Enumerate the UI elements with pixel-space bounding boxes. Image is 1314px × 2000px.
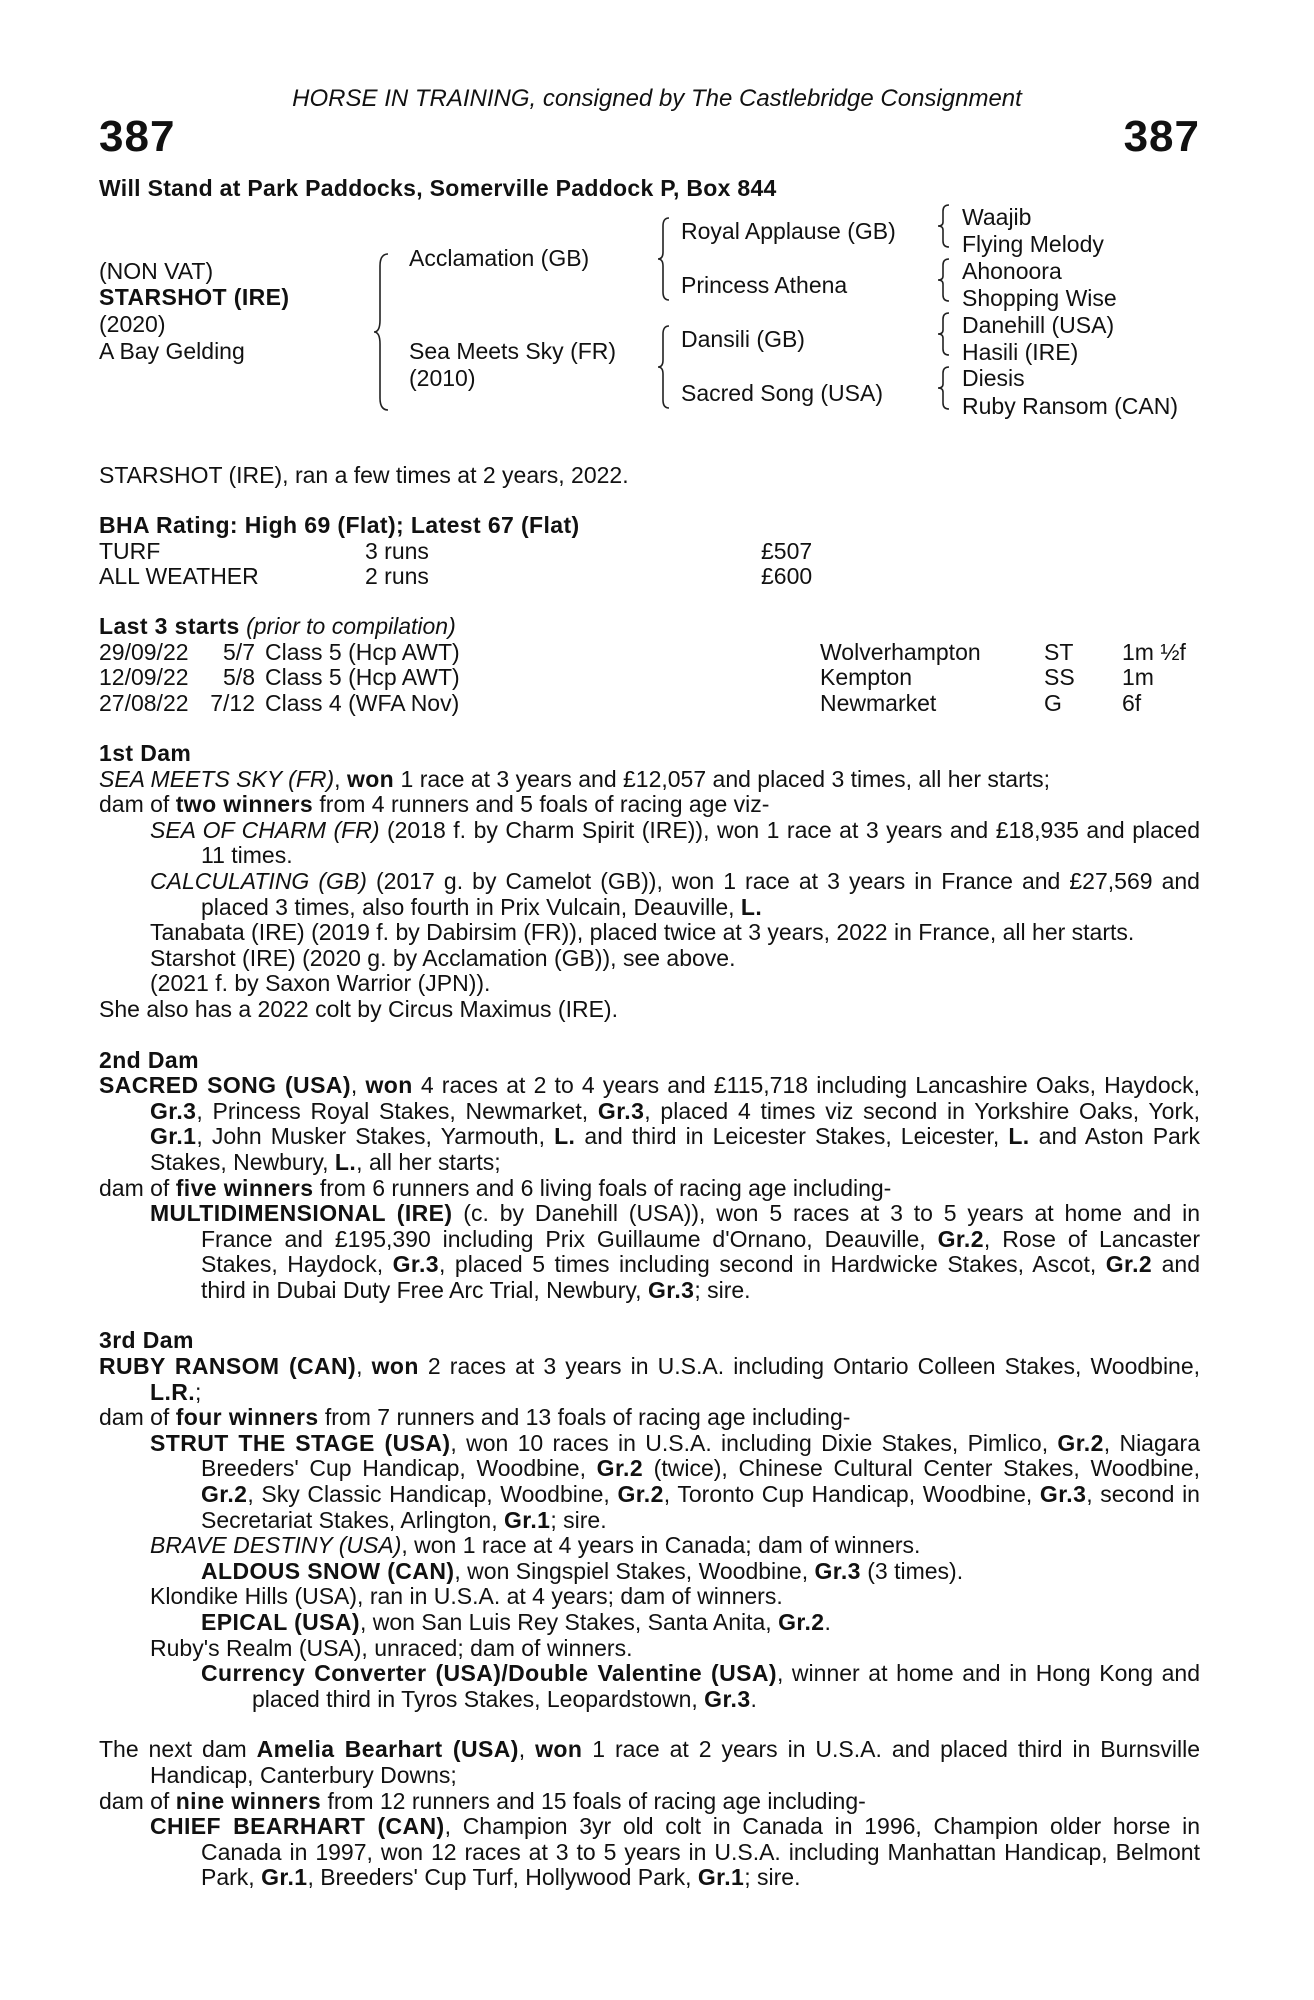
text-run: won bbox=[535, 1736, 583, 1763]
text-run: BRAVE DESTINY (USA) bbox=[150, 1532, 402, 1559]
text-run: Gr.3 bbox=[704, 1685, 751, 1712]
course: Newmarket bbox=[820, 689, 937, 716]
paragraph bbox=[99, 818, 1200, 869]
horse-description: A Bay Gelding bbox=[99, 338, 245, 364]
starts-table bbox=[99, 640, 1202, 717]
brace-icon bbox=[657, 216, 671, 302]
text-run: Klondike Hills (USA), ran in U.S.A. at 4 years; dam of winners. bbox=[150, 1583, 783, 1610]
paragraph bbox=[99, 1814, 1200, 1891]
text-run: Gr.1 bbox=[150, 1123, 197, 1150]
dam-section bbox=[99, 1328, 1200, 1712]
text-run: CHIEF BEARHART (CAN) bbox=[150, 1813, 445, 1840]
text-run: Tanabata (IRE) (2019 f. by Dabirsim (FR)), placed twice at 3 years, 2022 in France, all her starts. bbox=[150, 919, 1135, 946]
text-run: dam of bbox=[99, 1404, 176, 1431]
text-run: Gr.2 bbox=[596, 1455, 644, 1482]
course: Wolverhampton bbox=[820, 638, 981, 665]
text-run: , placed 4 times viz second in Yorkshire Oaks, York, bbox=[644, 1097, 1200, 1124]
race-class: Class 5 (Hcp AWT) bbox=[265, 638, 460, 665]
horse-name: STARSHOT (IRE) bbox=[99, 284, 290, 310]
brace-icon bbox=[937, 203, 951, 249]
text-run: (c. by Danehill (USA)), won 5 races at 3 to 5 years at home and in France and £195,390 including Prix Guillaume d'Ornano, Deauville, bbox=[201, 1200, 1200, 1252]
text-run: ; sire. bbox=[744, 1864, 801, 1891]
last-starts bbox=[99, 614, 1202, 716]
text-run: dam of bbox=[99, 1787, 176, 1814]
dam: Sea Meets Sky (FR) bbox=[409, 338, 617, 364]
text-run: two winners bbox=[175, 791, 314, 818]
text-run: Gr.2 bbox=[201, 1481, 248, 1508]
ancestor: Shopping Wise bbox=[962, 285, 1117, 311]
sire: Acclamation (GB) bbox=[409, 245, 590, 271]
table-row bbox=[99, 539, 812, 565]
text-run: Gr.3 bbox=[597, 1097, 645, 1124]
table-row bbox=[99, 665, 1202, 691]
runs: 2 runs bbox=[365, 563, 429, 590]
text-run: Starshot (IRE) (2020 g. by Acclamation (GB)), see above. bbox=[150, 944, 736, 971]
ancestor: Diesis bbox=[962, 365, 1025, 391]
text-run: Gr.1 bbox=[504, 1506, 551, 1533]
text-run: . bbox=[824, 1609, 831, 1635]
paragraph bbox=[99, 792, 1200, 818]
runs: 3 runs bbox=[365, 537, 429, 564]
text-run: from 6 runners and 6 living foals of racing age including- bbox=[313, 1174, 892, 1201]
granddam-paternal: Princess Athena bbox=[681, 272, 848, 298]
text-run: Gr.3 bbox=[647, 1276, 695, 1303]
text-run: , John Musker Stakes, Yarmouth, bbox=[196, 1123, 555, 1150]
dam-section bbox=[99, 1737, 1200, 1891]
bha-rating bbox=[99, 513, 812, 590]
text-run: won bbox=[365, 1072, 413, 1099]
course: Kempton bbox=[820, 664, 913, 691]
text-run: , Rose of Lancaster Stakes, Haydock, bbox=[201, 1225, 1200, 1278]
text-run: dam of bbox=[99, 791, 176, 818]
text-run: CALCULATING (GB) bbox=[150, 867, 367, 894]
text-run: L. bbox=[334, 1148, 357, 1175]
brace-icon bbox=[937, 311, 951, 357]
text-run: She also has a 2022 colt by Circus Maximus (IRE). bbox=[99, 995, 618, 1022]
text-run: , bbox=[334, 765, 347, 792]
section-heading: 3rd Dam bbox=[99, 1327, 194, 1354]
ancestor: Ruby Ransom (CAN) bbox=[962, 393, 1178, 419]
last-starts-title: Last 3 starts bbox=[99, 613, 240, 639]
text-run: , bbox=[518, 1736, 536, 1763]
earnings: £507 bbox=[761, 537, 813, 564]
text-run: , second in Secretariat Stakes, Arlington, bbox=[201, 1481, 1200, 1533]
text-run: RUBY RANSOM (CAN) bbox=[99, 1353, 357, 1380]
position: 7/12 bbox=[210, 689, 255, 716]
text-run: , winner at home and in Hong Kong and placed third in Tyros Stakes, Leopardstown, bbox=[252, 1660, 1200, 1712]
text-run: (2018 f. by Charm Spirit (IRE)), won 1 race at 3 years and £18,935 and placed 11 times. bbox=[201, 816, 1200, 869]
earnings: £600 bbox=[761, 563, 813, 590]
paragraph bbox=[99, 971, 1200, 997]
ancestor: Flying Melody bbox=[962, 231, 1104, 257]
text-run: and third in Leicester Stakes, Leicester, bbox=[575, 1123, 1009, 1150]
going: SS bbox=[1044, 664, 1075, 691]
text-run: ALDOUS SNOW (CAN) bbox=[201, 1557, 455, 1584]
text-run: Gr.1 bbox=[261, 1864, 308, 1891]
text-run: Currency Converter (USA)/Double Valentine (USA) bbox=[201, 1660, 777, 1687]
ancestor: Danehill (USA) bbox=[962, 312, 1115, 338]
text-run: MULTIDIMENSIONAL (IRE) bbox=[150, 1200, 453, 1227]
text-run: SEA MEETS SKY (FR) bbox=[99, 765, 335, 792]
text-run: , Breeders' Cup Turf, Hollywood Park, bbox=[307, 1864, 698, 1891]
text-run: Gr.3 bbox=[392, 1251, 439, 1278]
text-run: 1 race at 3 years and £12,057 and placed 3 times, all her starts; bbox=[394, 765, 1051, 792]
horse-year: (2020) bbox=[99, 311, 166, 337]
text-run: Gr.2 bbox=[1057, 1429, 1104, 1456]
race-class: Class 4 (WFA Nov) bbox=[265, 689, 460, 716]
text-run: , Niagara Breeders' Cup Handicap, Woodbine, bbox=[201, 1429, 1201, 1482]
grandsire-maternal: Dansili (GB) bbox=[681, 326, 805, 352]
text-run: and third in Dubai Duty Free Arc Trial, Newbury, bbox=[201, 1251, 1201, 1303]
table-row bbox=[99, 640, 1202, 666]
text-run: , placed 5 times including second in Hardwicke Stakes, Ascot, bbox=[439, 1251, 1106, 1278]
ancestor: Hasili (IRE) bbox=[962, 339, 1079, 365]
text-run: 4 races at 2 to 4 years and £115,718 including Lancashire Oaks, Haydock, bbox=[412, 1072, 1201, 1099]
text-run: dam of bbox=[99, 1174, 176, 1201]
vat-status: (NON VAT) bbox=[99, 258, 214, 284]
text-run: , Sky Classic Handicap, Woodbine, bbox=[247, 1481, 618, 1508]
text-run: (3 times). bbox=[860, 1557, 964, 1584]
brace-icon bbox=[937, 257, 951, 303]
text-run: four winners bbox=[175, 1404, 319, 1431]
paragraph bbox=[99, 767, 1200, 793]
text-run: from 4 runners and 5 foals of racing age viz- bbox=[313, 791, 770, 818]
granddam-maternal: Sacred Song (USA) bbox=[681, 380, 883, 406]
stand-location: Will Stand at Park Paddocks, Somerville Paddock P, Box 844 bbox=[99, 175, 777, 201]
dam-section bbox=[99, 1048, 1200, 1304]
text-run: . bbox=[750, 1685, 757, 1712]
last-starts-note: (prior to compilation) bbox=[246, 613, 456, 639]
date: 12/09/22 bbox=[99, 664, 189, 691]
paragraph bbox=[99, 1559, 1200, 1585]
text-run: EPICAL (USA) bbox=[201, 1609, 360, 1635]
dam-section bbox=[99, 741, 1200, 1023]
going: G bbox=[1044, 689, 1062, 716]
text-run: Gr.2 bbox=[778, 1609, 825, 1635]
text-run: , bbox=[350, 1072, 366, 1099]
paragraph bbox=[99, 1789, 1200, 1815]
ancestor: Waajib bbox=[962, 204, 1032, 230]
paragraph bbox=[99, 1661, 1200, 1712]
text-run: Ruby's Realm (USA), unraced; dam of winners. bbox=[150, 1634, 633, 1661]
section-heading: 1st Dam bbox=[99, 740, 192, 766]
brace-icon bbox=[937, 365, 951, 411]
surface: TURF bbox=[99, 537, 161, 564]
text-run: , bbox=[356, 1353, 372, 1380]
text-run: L. bbox=[1008, 1123, 1030, 1150]
text-run: , won Singspiel Stakes, Woodbine, bbox=[454, 1557, 815, 1584]
position: 5/7 bbox=[223, 638, 255, 665]
text-run: and Aston Park Stakes, Newbury, bbox=[150, 1123, 1201, 1175]
text-run: L. bbox=[554, 1123, 576, 1150]
text-run: five winners bbox=[175, 1174, 314, 1201]
lot-number-right: 387 bbox=[1123, 112, 1200, 161]
text-run: won bbox=[346, 765, 395, 792]
text-run: L. bbox=[740, 893, 763, 920]
dam-year: (2010) bbox=[409, 365, 476, 391]
text-run: (twice), Chinese Cultural Center Stakes, Woodbine, bbox=[643, 1455, 1200, 1482]
lot-number-left: 387 bbox=[99, 112, 176, 161]
distance: 6f bbox=[1122, 689, 1142, 716]
rating-table bbox=[99, 539, 812, 590]
text-run: , won 10 races in U.S.A. including Dixie Stakes, Pimlico, bbox=[450, 1429, 1058, 1456]
going: ST bbox=[1044, 638, 1074, 665]
text-run: Gr.2 bbox=[617, 1481, 664, 1508]
dam-sections bbox=[99, 741, 1200, 1891]
text-run: Gr.2 bbox=[937, 1225, 984, 1252]
paragraph bbox=[99, 869, 1200, 920]
text-run: Gr.3 bbox=[150, 1097, 197, 1124]
paragraph bbox=[99, 997, 1200, 1023]
text-run: , Toronto Cup Handicap, Woodbine, bbox=[663, 1481, 1040, 1508]
text-run: Amelia Bearhart (USA) bbox=[256, 1736, 519, 1763]
paragraph bbox=[99, 1176, 1200, 1202]
text-run: (2021 f. by Saxon Warrior (JPN)). bbox=[150, 970, 491, 997]
date: 27/08/22 bbox=[99, 689, 189, 716]
consignor-header: HORSE IN TRAINING, consigned by The Castlebridge Consignment bbox=[292, 85, 1022, 112]
text-run: Gr.1 bbox=[697, 1864, 745, 1891]
paragraph bbox=[99, 1610, 1200, 1636]
paragraph bbox=[99, 1431, 1200, 1533]
paragraph bbox=[99, 1354, 1200, 1405]
text-run: ; sire. bbox=[694, 1276, 751, 1303]
bha-rating-title: BHA Rating: High 69 (Flat); Latest 67 (Flat) bbox=[99, 512, 580, 538]
text-run: 2 races at 3 years in U.S.A. including Ontario Colleen Stakes, Woodbine, bbox=[418, 1353, 1201, 1380]
text-run: SACRED SONG (USA) bbox=[99, 1072, 351, 1099]
text-run: , won 1 race at 4 years in Canada; dam of winners. bbox=[401, 1532, 921, 1559]
race-summary: STARSHOT (IRE), ran a few times at 2 years, 2022. bbox=[99, 462, 629, 488]
text-run: ; sire. bbox=[550, 1506, 607, 1533]
surface: ALL WEATHER bbox=[99, 563, 259, 590]
text-run: 1 race at 2 years in U.S.A. and placed third in Burnsville Handicap, Canterbury Downs; bbox=[150, 1736, 1201, 1788]
text-run: , all her starts; bbox=[356, 1148, 501, 1175]
paragraph bbox=[99, 920, 1200, 946]
ancestor: Ahonoora bbox=[962, 258, 1062, 284]
grandsire-paternal: Royal Applause (GB) bbox=[681, 218, 896, 244]
position: 5/8 bbox=[223, 664, 255, 691]
text-run: , won San Luis Rey Stakes, Santa Anita, bbox=[360, 1609, 779, 1635]
race-class: Class 5 (Hcp AWT) bbox=[265, 664, 460, 691]
text-run: Gr.2 bbox=[1105, 1251, 1153, 1278]
brace-icon bbox=[372, 252, 390, 412]
paragraph bbox=[99, 1584, 1200, 1610]
text-run: STRUT THE STAGE (USA) bbox=[150, 1429, 451, 1456]
paragraph bbox=[99, 1636, 1200, 1662]
paragraph bbox=[99, 1073, 1200, 1175]
distance: 1m bbox=[1122, 664, 1154, 691]
text-run: , Champion 3yr old colt in Canada in 1996, Champion older horse in Canada in 1997, won 12 races at 3 to 5 years in U.S.A. including Manhattan Handicap, Belmont Park, bbox=[201, 1813, 1201, 1891]
table-row bbox=[99, 691, 1202, 717]
text-run: ; bbox=[195, 1378, 202, 1405]
table-row bbox=[99, 564, 812, 590]
paragraph bbox=[99, 946, 1200, 972]
text-run: Gr.3 bbox=[1039, 1481, 1087, 1508]
date: 29/09/22 bbox=[99, 638, 189, 665]
text-run: L.R. bbox=[150, 1378, 196, 1405]
distance: 1m ½f bbox=[1122, 638, 1186, 665]
text-run: Gr.3 bbox=[814, 1557, 861, 1584]
paragraph bbox=[99, 1201, 1200, 1303]
paragraph bbox=[99, 1737, 1200, 1788]
text-run: SEA OF CHARM (FR) bbox=[150, 816, 380, 843]
section-heading: 2nd Dam bbox=[99, 1046, 199, 1073]
text-run: , Princess Royal Stakes, Newmarket, bbox=[196, 1097, 598, 1124]
text-run: nine winners bbox=[175, 1787, 322, 1814]
paragraph bbox=[99, 1405, 1200, 1431]
text-run: from 7 runners and 13 foals of racing age including- bbox=[318, 1404, 851, 1431]
text-run: (2017 g. by Camelot (GB)), won 1 race at 3 years in France and £27,569 and placed 3 times, also fourth in Prix Vulcain, Deauville, bbox=[201, 867, 1200, 920]
text-run: from 12 runners and 15 foals of racing age including- bbox=[321, 1787, 866, 1814]
text-run: The next dam bbox=[99, 1736, 257, 1763]
paragraph bbox=[99, 1533, 1200, 1559]
brace-icon bbox=[657, 324, 671, 410]
text-run: won bbox=[371, 1353, 419, 1380]
